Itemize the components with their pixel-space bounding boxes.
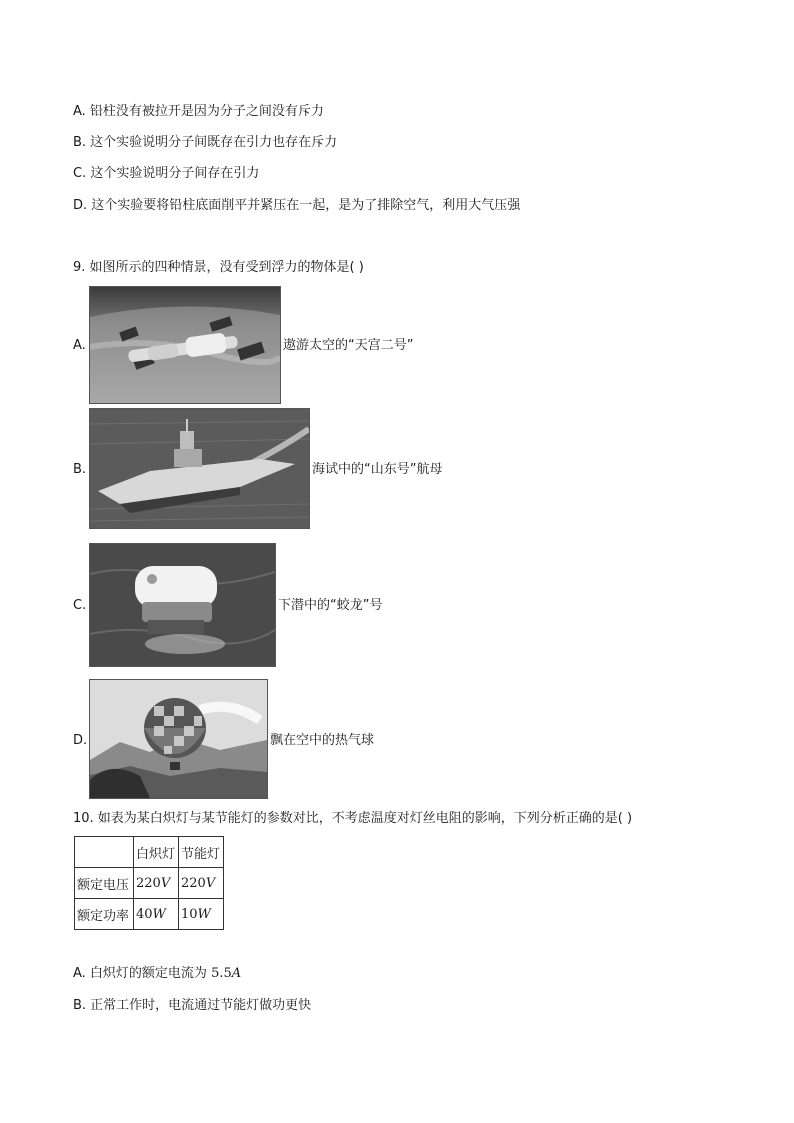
table-header-cell: 白炽灯 — [134, 837, 179, 868]
aircraft-carrier-image — [89, 408, 310, 529]
q10-option-b: B. 正常工作时，电流通过节能灯做功更快 — [73, 998, 312, 1013]
math-unit: A — [231, 966, 242, 981]
q10-option-a-math — [211, 966, 241, 981]
table-cell — [179, 899, 224, 930]
q8-option-d: D. 这个实验要将铅柱底面削平并紧压在一起，是为了排除空气，利用大气压强 — [73, 198, 521, 213]
q10-option-a — [73, 965, 241, 983]
hot-air-balloon-image — [89, 679, 268, 799]
parameter-table — [74, 836, 224, 930]
q8-option-a: A. 铅柱没有被拉开是因为分子之间没有斥力 — [73, 104, 324, 119]
table-cell-unit: V — [205, 875, 216, 891]
table-header-cell — [75, 837, 134, 868]
table-cell-value: 220 — [181, 875, 206, 891]
table-header-row — [75, 837, 224, 868]
table-header-cell: 节能灯 — [179, 837, 224, 868]
table-row-label: 额定功率 — [75, 899, 134, 930]
math-value: 5.5 — [211, 966, 232, 981]
q9-option-b-label: B. — [73, 462, 87, 477]
table-cell-unit: W — [197, 906, 211, 922]
table-row — [75, 868, 224, 899]
q10-stem: 10. 如表为某白炽灯与某节能灯的参数对比，不考虑温度对灯丝电阻的影响，下列分析正确的是( ) — [73, 811, 633, 826]
table-row-label: 额定电压 — [75, 868, 134, 899]
q9-stem: 9. 如图所示的四种情景，没有受到浮力的物体是( ) — [73, 260, 364, 275]
table-cell-value: 220 — [136, 875, 161, 891]
q9-option-b-caption: 海试中的“山东号”航母 — [312, 462, 443, 477]
submersible-image — [89, 543, 276, 667]
table-row — [75, 899, 224, 930]
q9-option-d-label: D. — [73, 733, 88, 748]
table-cell-value: 40 — [136, 906, 153, 922]
table-cell-unit: W — [152, 906, 166, 922]
table-cell — [134, 868, 179, 899]
q9-option-c-label: C. — [73, 598, 87, 613]
table-cell-unit: V — [160, 875, 171, 891]
q9-option-a-caption: 遨游太空的“天宫二号” — [283, 338, 414, 353]
table-cell — [134, 899, 179, 930]
q9-option-c-caption: 下潜中的“蛟龙”号 — [278, 598, 383, 613]
q8-option-c: C. 这个实验说明分子间存在引力 — [73, 166, 260, 181]
q8-option-b: B. 这个实验说明分子间既存在引力也存在斥力 — [73, 135, 338, 150]
table-cell-value: 10 — [181, 906, 198, 922]
space-station-image — [89, 286, 281, 404]
q10-option-a-text: A. 白炽灯的额定电流为 — [73, 966, 212, 981]
q9-option-a-label: A. — [73, 338, 86, 353]
table-cell — [179, 868, 224, 899]
q9-option-d-caption: 飘在空中的热气球 — [270, 733, 375, 748]
